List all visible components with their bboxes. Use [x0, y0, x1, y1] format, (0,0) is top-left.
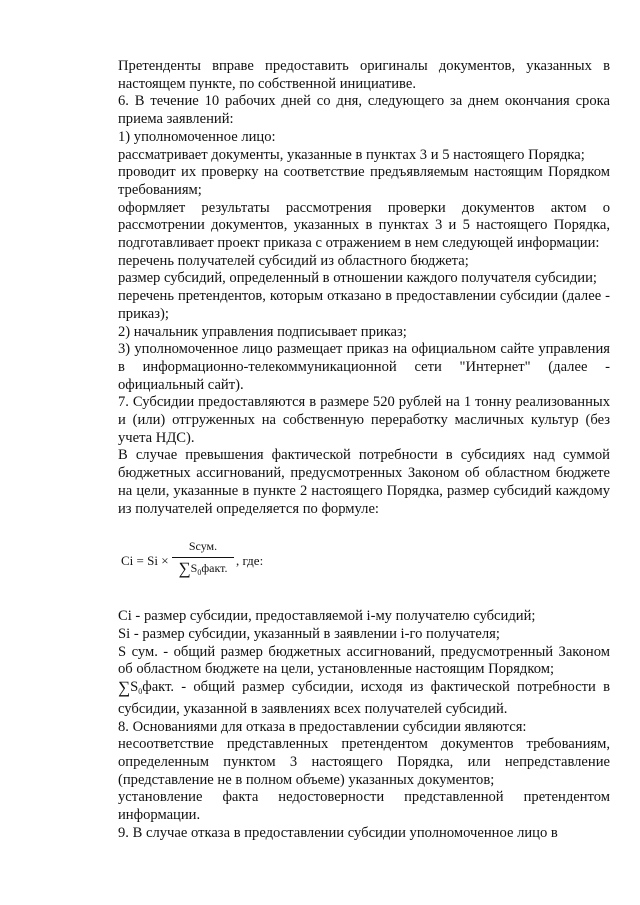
- paragraph: [118, 341, 610, 394]
- paragraph: [118, 447, 610, 518]
- paragraph-text: 1) уполномоченное лицо:: [118, 128, 276, 145]
- paragraph-text: несоответствие представленных претендентом документов требованиям, определенным пунктом 3 настоящего Порядка, или непредставление (представление не в полном объеме) указанных документов;: [118, 736, 610, 788]
- paragraph: [118, 164, 610, 199]
- paragraph-text: Претенденты вправе предоставить оригиналы документов, указанных в настоящем пункте, по собственной инициативе.: [118, 58, 610, 92]
- sigma-subscript: 0: [138, 687, 143, 697]
- formula-tail: , где:: [236, 553, 264, 569]
- sigma-symbol: ∑: [178, 558, 191, 578]
- paragraph: [118, 679, 610, 718]
- paragraph-text: установление факта недостоверности представленной претендентом информации.: [118, 789, 610, 824]
- sigma-symbol: ∑: [118, 678, 131, 698]
- paragraph: [118, 200, 610, 253]
- paragraph-text: S сум. - общий размер бюджетных ассигнований, предусмотренный Законом об областном бюджете на цели, установленные настоящим Порядком;: [118, 643, 610, 678]
- paragraph-text: 6. В течение 10 рабочих дней со дня, следующего за днем окончания срока приема заявлений:: [118, 93, 610, 128]
- paragraph: [118, 58, 610, 93]
- paragraph-text: проводит их проверку на соответствие предъявляемым настоящим Порядком требованиям;: [118, 164, 610, 198]
- paragraph: [118, 626, 610, 644]
- paragraph-text: оформляет результаты рассмотрения проверки документов актом о рассмотрении документов, указанных в пунктах 3 и 5 настоящего Порядка, подготавливает проект приказа с отражением в нем следующей информации:: [118, 199, 610, 252]
- paragraph: [118, 288, 610, 323]
- paragraph-text: рассматривает документы, указанные в пунктах 3 и 5 настоящего Порядка;: [118, 146, 585, 163]
- paragraph: [118, 394, 610, 447]
- formula-numerator: Sсум.: [172, 538, 234, 558]
- formula-denominator: [172, 558, 234, 582]
- paragraph-text: 2) начальник управления подписывает приказ;: [118, 323, 407, 340]
- paragraph-text: В случае превышения фактической потребности в субсидиях над суммой бюджетных ассигнований, предусмотренных Законом об областном бюджете на цели, указанные в пункте 2 настоящего Порядка, размер субсидий каждому из получателей определяется по формуле:: [118, 447, 610, 517]
- sigma-label: факт.: [142, 679, 175, 696]
- paragraph: [118, 608, 610, 626]
- document-text: [118, 58, 610, 842]
- paragraph: [118, 825, 610, 843]
- paragraph: [118, 736, 610, 789]
- paragraph-text: 7. Субсидии предоставляются в размере 520 рублей на 1 тонну реализованных и (или) отгруженных на собственную переработку масличных культур (без учета НДС).: [118, 394, 610, 446]
- sigma-s: S: [130, 679, 139, 696]
- paragraph-text: 3) уполномоченное лицо размещает приказ на официальном сайте управления в информационно-телекоммуникационной сети "Интернет" (далее - официальный сайт).: [118, 341, 610, 393]
- formula-denominator-label: факт.: [201, 560, 228, 575]
- paragraph-text: Si - размер субсидии, указанный в заявлении i-го получателя;: [118, 625, 500, 642]
- paragraph: [118, 719, 610, 737]
- paragraph: [118, 129, 610, 147]
- paragraph-text: - общий размер субсидии, исходя из фактической потребности в субсидии, указанной в заявлениях всех получателей субсидий.: [118, 679, 610, 717]
- paragraph: [118, 789, 610, 824]
- formula-denominator-subscript: 0: [197, 567, 202, 577]
- paragraph-text: 9. В случае отказа в предоставлении субсидии уполномоченное лицо в: [118, 824, 558, 841]
- paragraph-text: размер субсидий, определенный в отношении каждого получателя субсидии;: [118, 270, 597, 287]
- paragraph-text: 8. Основаниями для отказа в предоставлении субсидии являются:: [118, 718, 527, 735]
- paragraph: [118, 93, 610, 128]
- paragraph-text: перечень получателей субсидий из областного бюджета;: [118, 252, 469, 269]
- paragraph: [118, 270, 610, 288]
- subsidy-formula: [118, 538, 610, 596]
- paragraph: [118, 147, 610, 165]
- paragraph: [118, 324, 610, 342]
- paragraph-text: перечень претендентов, которым отказано в предоставлении субсидии (далее - приказ);: [118, 288, 610, 322]
- formula-denominator-s: S: [190, 560, 198, 575]
- paragraph: [118, 644, 610, 679]
- formula-fraction: [172, 538, 234, 581]
- paragraph-text: Ci - размер субсидии, предоставляемой i-му получателю субсидий;: [118, 608, 536, 625]
- paragraph: [118, 253, 610, 271]
- formula-lhs: Ci = Si ×: [121, 553, 169, 569]
